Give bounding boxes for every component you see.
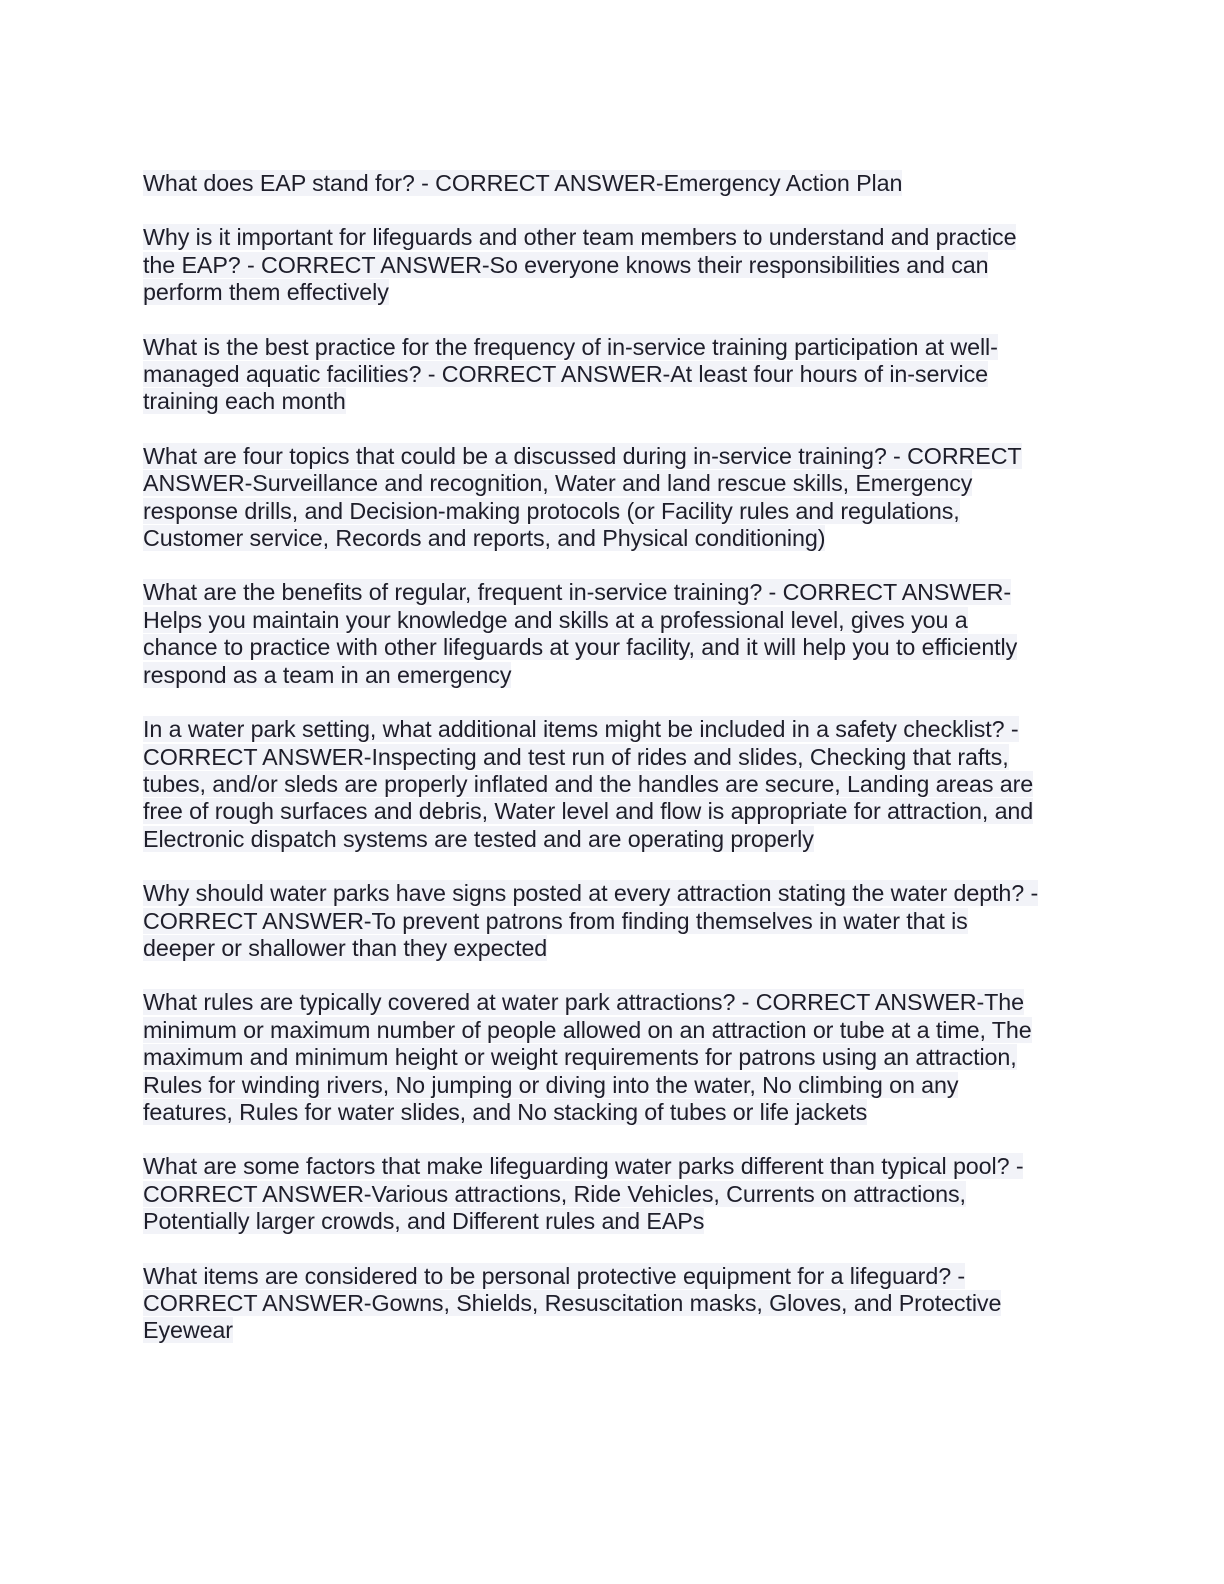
qa-line: Eyewear bbox=[143, 1317, 233, 1344]
qa-line: Rules for winding rivers, No jumping or diving into the water, No climbing on any bbox=[143, 1071, 959, 1098]
qa-line: What are four topics that could be a discussed during in-service training? - CORRECT bbox=[143, 442, 1022, 469]
qa-line: What rules are typically covered at water park attractions? - CORRECT ANSWER-The bbox=[143, 989, 1025, 1016]
qa-entry bbox=[143, 170, 1073, 197]
qa-line: minimum or maximum number of people allowed on an attraction or tube at a time, The bbox=[143, 1016, 1032, 1043]
qa-line: CORRECT ANSWER-Gowns, Shields, Resuscitation masks, Gloves, and Protective bbox=[143, 1290, 1002, 1316]
qa-line: maximum and minimum height or weight requirements for patrons using an attraction, bbox=[143, 1044, 1017, 1071]
qa-line: What are some factors that make lifeguarding water parks different than typical pool? - bbox=[143, 1153, 1024, 1180]
qa-line: response drills, and Decision-making protocols (or Facility rules and regulations, bbox=[143, 497, 960, 524]
qa-line: In a water park setting, what additional items might be included in a safety checklist? - bbox=[143, 716, 1019, 743]
qa-line: Customer service, Records and reports, and Physical conditioning) bbox=[143, 525, 826, 552]
qa-line: respond as a team in an emergency bbox=[143, 661, 512, 688]
qa-line: Helps you maintain your knowledge and skills at a professional level, gives you a bbox=[143, 606, 968, 633]
qa-line: What items are considered to be personal protective equipment for a lifeguard? - bbox=[143, 1262, 966, 1289]
qa-line: Why should water parks have signs posted at every attraction stating the water depth? - bbox=[143, 880, 1039, 907]
qa-line: chance to practice with other lifeguards at your facility, and it will help you to efficiently bbox=[143, 634, 1018, 661]
qa-line: tubes, and/or sleds are properly inflated and the handles are secure, Landing areas are bbox=[143, 770, 1034, 797]
qa-line: What does EAP stand for? - CORRECT ANSWER-Emergency Action Plan bbox=[143, 170, 903, 196]
qa-entry bbox=[143, 443, 1073, 553]
qa-line: perform them effectively bbox=[143, 279, 389, 306]
qa-entry bbox=[143, 880, 1073, 962]
qa-line: What are the benefits of regular, frequent in-service training? - CORRECT ANSWER- bbox=[143, 579, 1012, 606]
qa-line: free of rough surfaces and debris, Water level and flow is appropriate for attraction, and bbox=[143, 798, 1034, 825]
qa-entry bbox=[143, 716, 1073, 853]
qa-entry bbox=[143, 579, 1073, 689]
qa-entry bbox=[143, 1153, 1073, 1235]
qa-line: features, Rules for water slides, and No stacking of tubes or life jackets bbox=[143, 1098, 868, 1125]
qa-entry bbox=[143, 1263, 1073, 1345]
qa-line: Potentially larger crowds, and Different rules and EAPs bbox=[143, 1208, 705, 1235]
qa-list bbox=[143, 170, 1073, 1372]
qa-line: Electronic dispatch systems are tested and are operating properly bbox=[143, 825, 814, 852]
qa-line: the EAP? - CORRECT ANSWER-So everyone knows their responsibilities and can bbox=[143, 251, 989, 278]
qa-line: CORRECT ANSWER-Various attractions, Ride Vehicles, Currents on attractions, bbox=[143, 1180, 966, 1207]
qa-entry bbox=[143, 334, 1073, 416]
qa-line: CORRECT ANSWER-Inspecting and test run of rides and slides, Checking that rafts, bbox=[143, 743, 1009, 770]
qa-line: training each month bbox=[143, 388, 346, 415]
qa-line: managed aquatic facilities? - CORRECT ANSWER-At least four hours of in-service bbox=[143, 361, 989, 388]
qa-line: CORRECT ANSWER-To prevent patrons from finding themselves in water that is bbox=[143, 907, 968, 934]
qa-line: Why is it important for lifeguards and other team members to understand and practice bbox=[143, 224, 1017, 251]
qa-entry bbox=[143, 989, 1073, 1126]
qa-line: deeper or shallower than they expected bbox=[143, 934, 548, 961]
qa-line: ANSWER-Surveillance and recognition, Water and land rescue skills, Emergency bbox=[143, 470, 973, 497]
qa-line: What is the best practice for the frequency of in-service training participation at well- bbox=[143, 333, 998, 360]
qa-entry bbox=[143, 224, 1073, 306]
